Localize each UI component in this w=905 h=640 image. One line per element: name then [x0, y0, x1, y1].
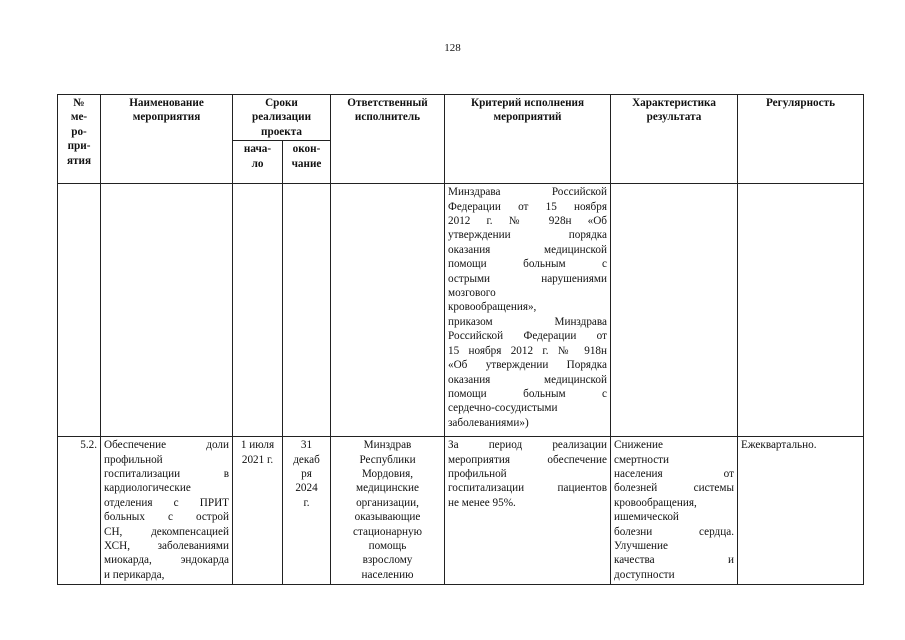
- text-line: доступности: [614, 568, 675, 581]
- text-line: отделения с ПРИТ: [104, 496, 229, 509]
- text-line: окон-: [292, 143, 321, 156]
- text-line: помощи больным с: [448, 258, 607, 271]
- text-line: населению: [361, 568, 414, 581]
- header-end: [283, 141, 331, 184]
- text-line: при-: [67, 140, 91, 153]
- text-line: профильной: [104, 453, 163, 466]
- row-responsible: [331, 437, 445, 585]
- cell-empty: [283, 184, 331, 437]
- header-characteristic: [611, 95, 738, 184]
- text-line: сердечно-сосудистыми: [448, 402, 558, 415]
- header-criterion: [445, 95, 611, 184]
- table-row: [58, 184, 864, 437]
- table-row: [58, 437, 864, 585]
- text-line: болезней системы: [614, 482, 734, 495]
- text-line: медицинские: [356, 482, 419, 495]
- text-line: смертности: [614, 453, 670, 466]
- text-line: Ответственный: [347, 97, 428, 109]
- cell-empty: [611, 184, 738, 437]
- row-start: [233, 437, 283, 585]
- text-line: 31: [300, 439, 313, 452]
- text-line: кровообращения»,: [448, 301, 537, 314]
- text-line: стационарную: [352, 525, 422, 538]
- text-line: кровообращения,: [614, 496, 697, 509]
- text-line: ме-: [70, 111, 88, 124]
- text-line: ря: [301, 468, 312, 481]
- text-line: взрослому: [362, 554, 413, 567]
- text-line: госпитализации пациентов: [448, 482, 607, 495]
- continuation-criterion: [445, 184, 611, 437]
- text-line: Характеристика: [632, 97, 716, 109]
- text-line: кардиологические: [104, 482, 191, 495]
- cell-empty: [233, 184, 283, 437]
- text-line: декаб: [293, 453, 320, 466]
- text-line: оказания медицинской: [448, 243, 607, 256]
- text-line: Наименование: [129, 97, 204, 109]
- text-line: больных с острой: [104, 511, 229, 524]
- text-line: нача-: [243, 143, 272, 156]
- text-line: Минздрава Российской: [448, 186, 607, 199]
- text-line: качества и: [614, 554, 734, 567]
- text-line: не менее 95%.: [448, 496, 516, 509]
- text-line: Снижение: [614, 439, 663, 452]
- row-name: [101, 437, 233, 585]
- text-line: организации,: [356, 496, 419, 509]
- text-line: 1 июля: [240, 439, 275, 452]
- cell-empty: [58, 184, 101, 437]
- text-line: острыми нарушениями: [448, 272, 607, 285]
- text-line: №: [73, 97, 85, 109]
- text-line: 15 ноября 2012 г. № 918н: [448, 344, 607, 357]
- header-regularity: Регулярность: [738, 95, 864, 184]
- text-line: 2012 г. № 928н «Об: [448, 215, 607, 228]
- text-line: 2024: [295, 482, 318, 495]
- text-line: ХСН, заболеваниями: [104, 540, 229, 553]
- text-line: Мордовия,: [361, 468, 414, 481]
- text-line: Сроки: [265, 97, 298, 109]
- text-line: ятия: [66, 154, 92, 167]
- header-row: [58, 95, 864, 141]
- text-line: ло: [251, 157, 264, 170]
- row-end: [283, 437, 331, 585]
- text-line: 2021 г.: [241, 453, 274, 466]
- row-criterion: [445, 437, 611, 585]
- text-line: СН, декомпенсацией: [104, 525, 229, 538]
- text-line: приказом Минздрава: [448, 315, 607, 328]
- text-line: мероприятия обеспечение: [448, 453, 607, 466]
- row-number: 5.2.: [58, 437, 101, 585]
- header-responsible: [331, 95, 445, 184]
- text-line: «Об утверждении Порядка: [448, 359, 607, 372]
- text-line: Республики: [359, 453, 416, 466]
- text-line: миокарда, эндокарда: [104, 554, 229, 567]
- text-line: Федерации от 15 ноября: [448, 200, 607, 213]
- text-line: заболеваниями»): [448, 416, 529, 429]
- text-line: чание: [291, 157, 322, 170]
- text-line: профильной: [448, 468, 507, 481]
- text-line: Критерий исполнения: [470, 97, 585, 109]
- text-line: и перикарда,: [104, 568, 165, 581]
- text-line: За период реализации: [448, 439, 607, 452]
- measures-table: [57, 94, 864, 585]
- header-terms: [233, 95, 331, 141]
- text-line: госпитализации в: [104, 468, 229, 481]
- cell-empty: [331, 184, 445, 437]
- text-line: населения от: [614, 468, 734, 481]
- text-line: ро-: [71, 125, 87, 138]
- page-number: 128: [444, 42, 461, 54]
- row-regularity: Ежеквартально.: [738, 437, 864, 585]
- text-line: Минздрав: [363, 439, 412, 452]
- text-line: утверждении порядка: [448, 229, 607, 242]
- text-line: помощь: [368, 540, 407, 553]
- text-line: болезни сердца.: [614, 525, 734, 538]
- row-characteristic: [611, 437, 738, 585]
- text-line: Улучшение: [614, 540, 668, 553]
- header-num: [58, 95, 101, 184]
- text-line: оказания медицинской: [448, 373, 607, 386]
- text-line: Обеспечение доли: [104, 439, 229, 452]
- text-line: мозгового: [448, 287, 496, 300]
- text-line: результата: [646, 111, 702, 124]
- header-name: [101, 95, 233, 184]
- text-line: Российской Федерации от: [448, 330, 607, 343]
- cell-empty: [738, 184, 864, 437]
- cell-empty: [101, 184, 233, 437]
- text-line: мероприятия: [132, 111, 201, 124]
- text-line: реализации: [251, 111, 312, 124]
- header-start: [233, 141, 283, 184]
- text-line: помощи больным с: [448, 387, 607, 400]
- text-line: мероприятий: [493, 111, 562, 124]
- text-line: оказывающие: [354, 511, 421, 524]
- text-line: проекта: [261, 125, 302, 138]
- text-line: исполнитель: [354, 111, 421, 124]
- text-line: ишемической: [614, 511, 679, 524]
- text-line: г.: [303, 496, 310, 509]
